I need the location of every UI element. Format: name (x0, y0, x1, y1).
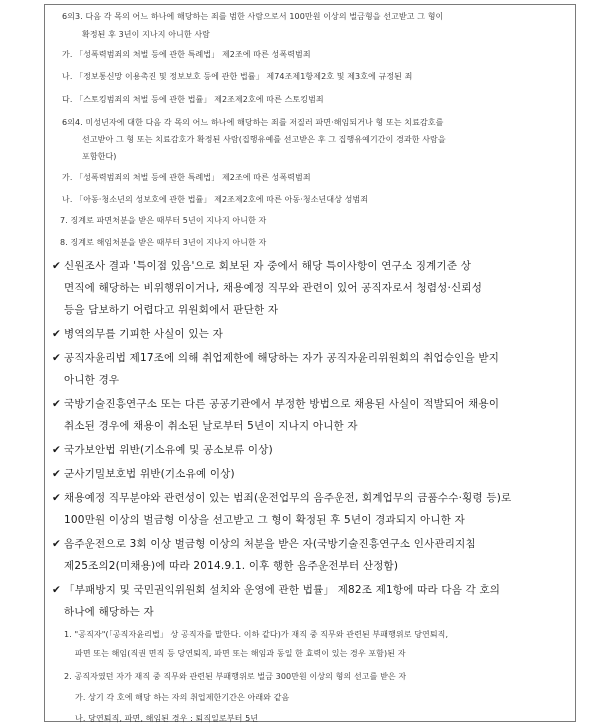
criterion-related-crime: 100만원 이상의 벌금형 이상을 선고받고 그 형이 확정된 후 5년이 경과되지 아니한 자 (64, 514, 465, 526)
check-icon: ✔ (52, 492, 61, 504)
item-6-4-line: 6의4. 미성년자에 대한 다음 각 목의 어느 하나에 해당하는 죄를 저질러 파면·해임되거나 형 또는 치료감호를 (62, 118, 444, 127)
criterion-military-service: 병역의무를 기피한 사실이 있는 자 (64, 328, 223, 340)
item-6-3-line: 6의3. 다음 각 목의 어느 하나에 해당하는 죄를 범한 사람으로서 100만원 이상의 벌금형을 선고받고 그 형이 (62, 12, 444, 21)
sub-item-da: 다. 「스토킹범죄의 처벌 등에 관한 법률」 제2조제2호에 따른 스토킹범죄 (62, 95, 324, 104)
criterion-background-check: 등을 담보하기 어렵다고 위원회에서 판단한 자 (64, 304, 279, 316)
restriction-note-na: 나. 당연퇴직, 파면, 해임된 경우 : 퇴직일로부터 5년 (75, 714, 259, 723)
criterion-ethics-act: 아니한 경우 (64, 374, 120, 386)
item-7: 7. 징계로 파면처분을 받은 때부터 5년이 지나지 아니한 자 (60, 216, 267, 225)
criterion-drunk-driving: 음주운전으로 3회 이상 벌금형 이상의 처분을 받은 자(국방기술진흥연구소 인사관리지침 (64, 538, 476, 550)
sub-item-ga: 가. 「성폭력범죄의 처벌 등에 관한 특례법」 제2조에 따른 성폭력범죄 (62, 50, 311, 59)
corruption-clause-1: 파면 또는 해임(직권 면직 등 당연퇴직, 파면 또는 해임과 동일 한 효력이 있는 경우 포함)된 자 (75, 649, 406, 658)
criterion-anti-corruption: 하나에 해당하는 자 (64, 606, 154, 618)
item-6-4-line: 포함한다) (82, 152, 117, 161)
check-icon: ✔ (52, 538, 61, 550)
corruption-clause-1: 1. "공직자"(「공직자윤리법」 상 공직자를 말한다. 이하 같다)가 재직 중 직무와 관련된 부패행위로 당연퇴직, (64, 630, 449, 639)
sub-item-na: 나. 「정보통신망 이용촉진 및 정보보호 등에 관한 법률」 제74조제1항제2호 및 제3호에 규정된 죄 (62, 72, 413, 81)
item-8: 8. 징계로 해임처분을 받은 때부터 3년이 지나지 아니한 자 (60, 238, 267, 247)
criterion-anti-corruption: 「부패방지 및 국민권익위원회 설치와 운영에 관한 법률」 제82조 제1항에 따라 다음 각 호의 (64, 584, 501, 596)
criterion-fraudulent-hiring: 취소된 경우에 채용이 취소된 날로부터 5년이 지나지 아니한 자 (64, 420, 358, 432)
criterion-drunk-driving: 제25조의2(미채용)에 따라 2014.9.1. 이후 행한 음주운전부터 산정함) (64, 560, 399, 572)
check-icon: ✔ (52, 398, 61, 410)
sub-item-na: 나. 「아동·청소년의 성보호에 관한 법률」 제2조제2호에 따른 아동·청소년대상 성범죄 (62, 195, 369, 204)
criterion-fraudulent-hiring: 국방기술진흥연구소 또는 다른 공공기관에서 부정한 방법으로 채용된 사실이 적발되어 채용이 (64, 398, 500, 410)
item-6-4-line: 선고받아 그 형 또는 치료감호가 확정된 사람(집행유예를 선고받은 후 그 집행유예기간이 경과한 사람을 (82, 135, 446, 144)
check-icon: ✔ (52, 352, 61, 364)
criterion-background-check: 신원조사 결과 '특이점 있음'으로 회보된 자 중에서 해당 특이사항이 연구소 징계기준 상 (64, 260, 472, 272)
sub-item-ga: 가. 「성폭력범죄의 처벌 등에 관한 특례법」 제2조에 따른 성폭력범죄 (62, 173, 311, 182)
check-icon: ✔ (52, 468, 61, 480)
check-icon: ✔ (52, 260, 61, 272)
check-icon: ✔ (52, 584, 61, 596)
check-icon: ✔ (52, 444, 61, 456)
item-6-3-line: 확정된 후 3년이 지나지 아니한 사람 (82, 30, 210, 39)
criterion-military-secrets: 군사기밀보호법 위반(기소유예 이상) (64, 468, 235, 480)
criterion-ethics-act: 공직자윤리법 제17조에 의해 취업제한에 해당하는 자가 공직자윤리위원회의 취업승인을 받지 (64, 352, 500, 364)
restriction-note-ga: 가. 상기 각 호에 해당 하는 자의 취업제한기간은 아래와 같음 (75, 693, 290, 702)
corruption-clause-2: 2. 공직자였던 자가 재직 중 직무와 관련된 부패행위로 벌금 300만원 이상의 형의 선고를 받은 자 (64, 672, 407, 681)
criterion-national-security: 국가보안법 위반(기소유예 및 공소보류 이상) (64, 444, 273, 456)
check-icon: ✔ (52, 328, 61, 340)
criterion-related-crime: 채용예정 직무분야와 관련성이 있는 범죄(운전업무의 음주운전, 회계업무의 금품수수·횡령 등)로 (64, 492, 512, 504)
criterion-background-check: 면직에 해당하는 비위행위이거나, 채용예정 직무와 관련이 있어 공직자로서 청렴성·신뢰성 (64, 282, 483, 294)
